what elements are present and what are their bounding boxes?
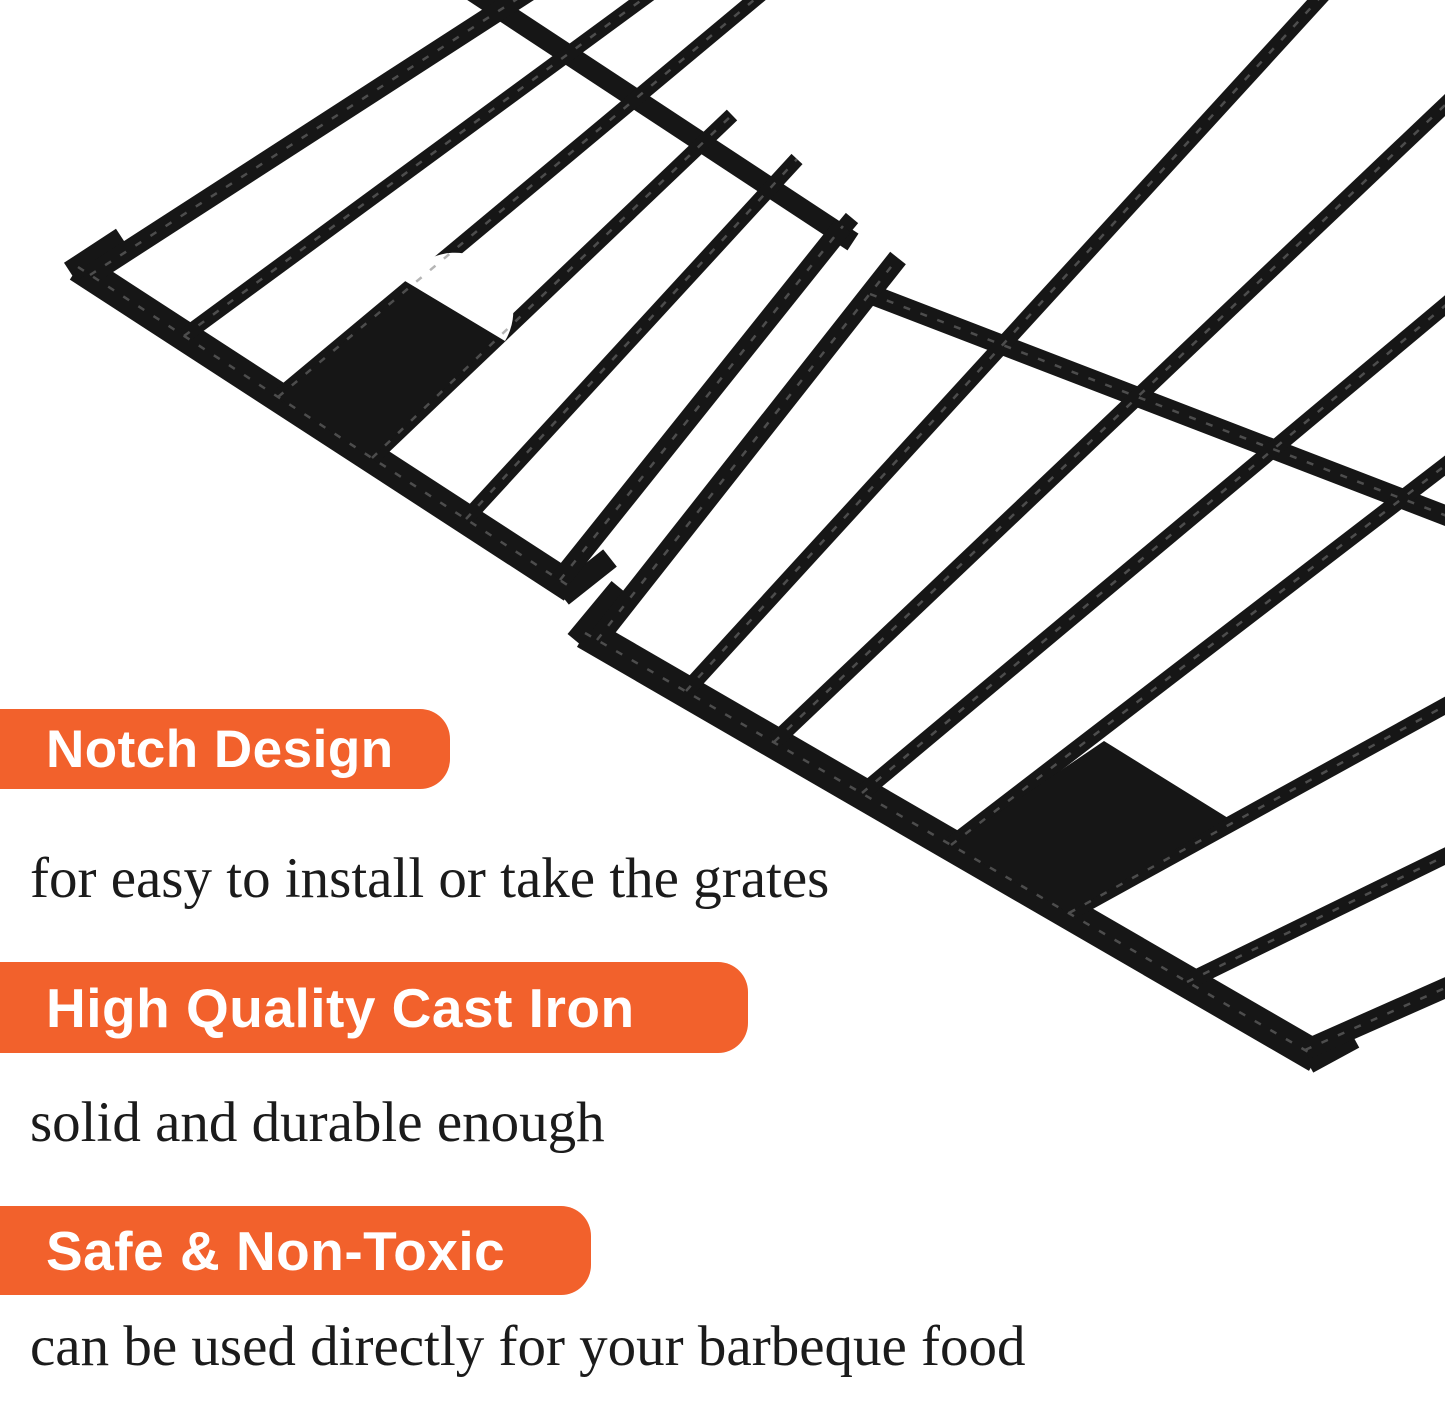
feature-description-cast-iron: solid and durable enough <box>30 1091 605 1154</box>
feature-description-safe-non-toxic: can be used directly for your barbeque food <box>30 1315 1026 1378</box>
feature-badge-label: High Quality Cast Iron <box>46 976 635 1039</box>
feature-badge-cast-iron <box>0 962 748 1053</box>
right-grate-right-rail <box>1305 977 1445 1050</box>
feature-description-notch-design: for easy to install or take the grates <box>30 847 830 910</box>
feature-badge-label: Notch Design <box>46 719 394 779</box>
feature-badge-notch-design <box>0 709 450 789</box>
feature-badge-safe-non-toxic <box>0 1206 591 1295</box>
feature-badge-label: Safe & Non-Toxic <box>46 1219 506 1282</box>
left-grate-right-rail <box>560 226 843 580</box>
